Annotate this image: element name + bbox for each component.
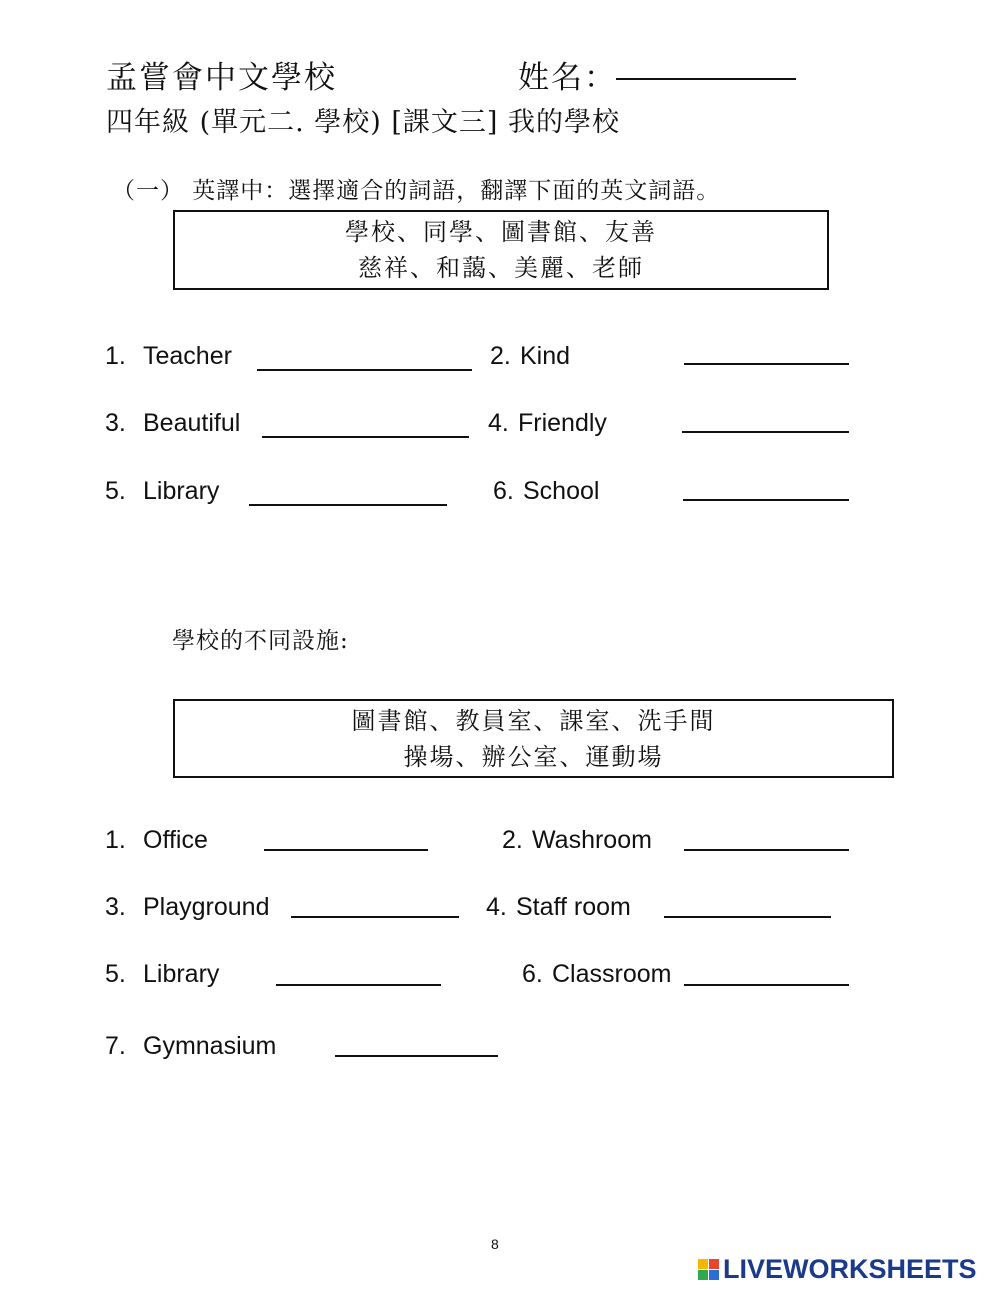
item-number: 6.: [493, 477, 514, 505]
liveworksheets-logo: [698, 1254, 977, 1285]
item-word: Friendly: [518, 409, 607, 437]
item-number: 4.: [486, 893, 507, 921]
word-bank-box-2: [173, 699, 894, 778]
item-number: 5.: [105, 477, 126, 505]
word-bank-2-line-1: 圖書館、教員室、課室、洗手間: [351, 707, 716, 735]
item-word: Teacher: [143, 342, 232, 370]
answer-blank-gymnasium[interactable]: [335, 1025, 498, 1057]
item-number: 6.: [522, 960, 543, 988]
item-number: 3.: [105, 893, 126, 921]
item-number: 4.: [488, 409, 509, 437]
answer-blank-washroom[interactable]: [684, 819, 849, 851]
item-word: Beautiful: [143, 409, 241, 437]
answer-blank-beautiful[interactable]: [262, 406, 469, 438]
page-subtitle: 四年級 (單元二. 學校) [課文三] 我的學校: [106, 107, 621, 138]
item-word: Library: [143, 477, 220, 505]
item-number: 5.: [105, 960, 126, 988]
name-label: 姓名：: [518, 60, 617, 96]
item-number: 3.: [105, 409, 126, 437]
item-word: Playground: [143, 893, 270, 921]
word-bank-1-line-1: 學校、同學、圖書館、友善: [345, 218, 657, 246]
item-word: Kind: [520, 342, 571, 370]
section2-heading: 學校的不同設施:: [172, 628, 349, 654]
word-bank-box-1: [173, 210, 829, 290]
item-word: School: [523, 477, 600, 505]
item-number: 2.: [502, 826, 523, 854]
item-word: Classroom: [552, 960, 672, 988]
item-number: 1.: [105, 342, 126, 370]
item-word: Library: [143, 960, 220, 988]
item-number: 1.: [105, 826, 126, 854]
school-title: 孟嘗會中文學校: [106, 60, 337, 96]
item-number: 2.: [490, 342, 511, 370]
answer-blank-classroom[interactable]: [684, 954, 849, 986]
answer-blank-library-2[interactable]: [276, 954, 441, 986]
page-number: 8: [491, 1236, 499, 1252]
item-word: Staff room: [516, 893, 631, 921]
item-word: Gymnasium: [143, 1032, 277, 1060]
brand-name: LIVEWORKSHEETS: [723, 1254, 977, 1284]
answer-blank-playground[interactable]: [291, 886, 459, 918]
answer-blank-office[interactable]: [264, 819, 428, 851]
answer-blank-staff-room[interactable]: [664, 886, 831, 918]
answer-blank-school[interactable]: [683, 469, 849, 501]
item-number: 7.: [105, 1032, 126, 1060]
word-bank-1-line-2: 慈祥、和藹、美麗、老師: [358, 254, 644, 282]
name-field[interactable]: [616, 48, 796, 80]
answer-blank-library[interactable]: [249, 474, 447, 506]
liveworksheets-logo-icon: [698, 1259, 719, 1280]
answer-blank-kind[interactable]: [684, 333, 849, 365]
item-word: Office: [143, 826, 208, 854]
answer-blank-teacher[interactable]: [257, 339, 472, 371]
section1-instruction: （一） 英譯中：選擇適合的詞語，翻譯下面的英文詞語。: [112, 178, 721, 204]
answer-blank-friendly[interactable]: [682, 401, 849, 433]
word-bank-2-line-2: 操場、辦公室、運動場: [403, 743, 664, 771]
item-word: Washroom: [532, 826, 652, 854]
